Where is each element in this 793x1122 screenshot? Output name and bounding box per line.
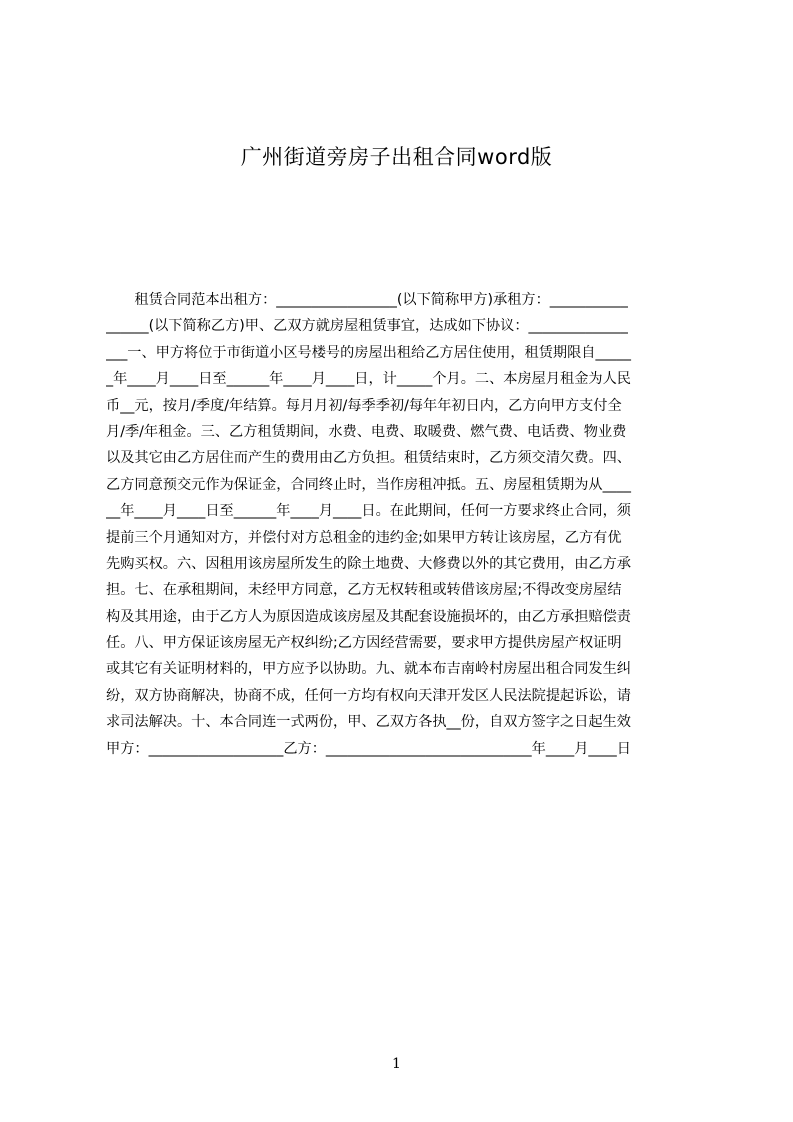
body-line: 月/季/年租金。三、乙方租赁期间，水费、电费、取暖费、燃气费、电话费、物业费 [106,423,627,440]
body-line: _年____月____日至______年____月____日，计_____个月。二、本房屋月租金为人民 [106,371,631,388]
body-line: 提前三个月通知对方，并偿付对方总租金的违约金;如果甲方转让该房屋，乙方有优 [106,529,622,546]
body-line: ______(以下简称乙方)甲、乙双方就房屋租赁事宜，达成如下协议：______________ [106,318,628,335]
body-line: 先购买权。六、因租用该房屋所发生的除土地费、大修费以外的其它费用，由乙方承 [106,555,631,572]
body-line: 以及其它由乙方居住而产生的费用由乙方负担。租赁结束时，乙方须交清欠费。四、 [106,450,631,467]
page-number: 1 [392,1056,401,1072]
body-line: 纷，双方协商解决，协商不成，任何一方均有权向天津开发区人民法院提起诉讼，请 [106,687,631,704]
body-line: 任。八、甲方保证该房屋无产权纠纷;乙方因经营需要，要求甲方提供房屋产权证明 [106,635,622,652]
body-line: 租赁合同范本出租方：_________________(以下简称甲方)承租方：___________ [106,292,628,308]
body-line: 乙方同意预交元作为保证金，合同终止时，当作房租冲抵。五、房屋租赁期为从____ [106,476,631,493]
body-line: 构及其用途，由于乙方人为原因造成该房屋及其配套设施损坏的，由乙方承担赔偿责 [106,608,631,625]
body-line: 担。七、在承租期间，未经甲方同意，乙方无权转租或转借该房屋;不得改变房屋结 [106,582,622,599]
document-title: 广州街道旁房子出租合同word版 [240,145,553,169]
body-line: 求司法解决。十、本合同连一式两份，甲、乙双方各执__份，自双方签字之日起生效 [106,714,631,731]
body-line: 币__元，按月/季度/年结算。每月月初/每季季初/每年年初日内，乙方向甲方支付全 [106,397,622,414]
body-line: __年____月____日至______年____月____日。在此期间，任何一方要求终止合同，须 [106,503,631,520]
body-line: 或其它有关证明材料的，甲方应予以协助。九、就本布吉南岭村房屋出租合同发生纠 [106,661,631,678]
signature-line: 甲方：___________________乙方：_____________________________年____月____日 [106,740,631,757]
contract-body [106,287,698,762]
body-line: ___一、甲方将位于市街道小区号楼号的房屋出租给乙方居住使用，租赁期限自_____ [106,344,631,361]
